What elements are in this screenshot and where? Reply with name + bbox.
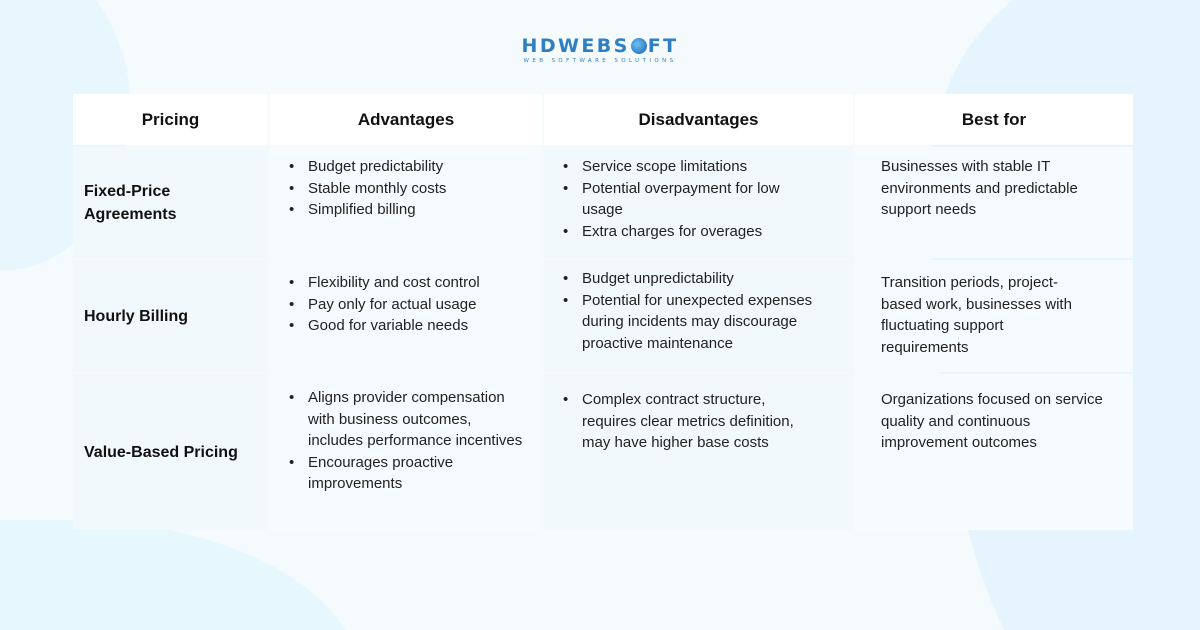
logo-text-part1: HDWEBS <box>521 35 630 57</box>
header-disadvantages: Disadvantages <box>544 94 853 145</box>
disadvantages-value-based-pricing <box>544 374 853 530</box>
globe-icon <box>631 38 647 54</box>
list-item: • Good for variable needs <box>270 315 542 337</box>
advantages-hourly-billing <box>270 260 542 372</box>
list-item: • Service scope limitations <box>544 156 853 178</box>
best-for-hourly-billing: Transition periods, project-based work, businesses with fluctuating support requirements <box>855 260 1133 372</box>
disadvantages-hourly-billing <box>544 260 853 372</box>
best-for-value-based-pricing: Organizations focused on service quality and continuous improvement outcomes <box>855 374 1133 530</box>
list-item: • Complex contract structure, requires clear metrics definition, may have higher base costs <box>544 389 853 454</box>
list-item: • Potential overpayment for low usage <box>544 178 853 221</box>
row-label-line1: Value-Based Pricing <box>84 443 238 461</box>
logo-wordmark <box>512 36 688 56</box>
row-label-fixed-price <box>73 147 268 258</box>
row-label-value-based-pricing <box>73 374 268 530</box>
list-item: • Extra charges for overages <box>544 221 853 243</box>
row-label-line1: Hourly Billing <box>84 307 188 325</box>
list-item: • Budget unpredictability <box>544 268 853 290</box>
list-item: • Pay only for actual usage <box>270 294 542 316</box>
row-label-hourly-billing <box>73 260 268 372</box>
pricing-comparison-table <box>73 94 1127 530</box>
list-item: • Stable monthly costs <box>270 178 542 200</box>
advantages-fixed-price <box>270 147 542 258</box>
header-best-for: Best for <box>855 94 1133 145</box>
hdwebsoft-logo <box>512 36 688 66</box>
list-item: • Budget predictability <box>270 156 542 178</box>
disadvantages-fixed-price <box>544 147 853 258</box>
row-label-line2: Agreements <box>84 205 177 223</box>
logo-tagline: WEB SOFTWARE SOLUTIONS <box>523 58 677 64</box>
best-for-fixed-price: Businesses with stable IT environments and predictable support needs <box>855 147 1133 258</box>
list-item: • Potential for unexpected expenses during incidents may discourage proactive maintenance <box>544 290 853 355</box>
list-item: • Aligns provider compensation with business outcomes, includes performance incentives <box>270 387 542 452</box>
header-pricing: Pricing <box>73 94 268 145</box>
header-advantages: Advantages <box>270 94 542 145</box>
background-shape-bottom-left <box>0 520 360 630</box>
logo-text-part2: FT <box>647 35 679 57</box>
list-item: • Flexibility and cost control <box>270 272 542 294</box>
list-item: • Encourages proactive improvements <box>270 452 542 495</box>
row-label-line1: Fixed-Price <box>84 182 171 200</box>
advantages-value-based-pricing <box>270 374 542 530</box>
list-item: • Simplified billing <box>270 199 542 221</box>
